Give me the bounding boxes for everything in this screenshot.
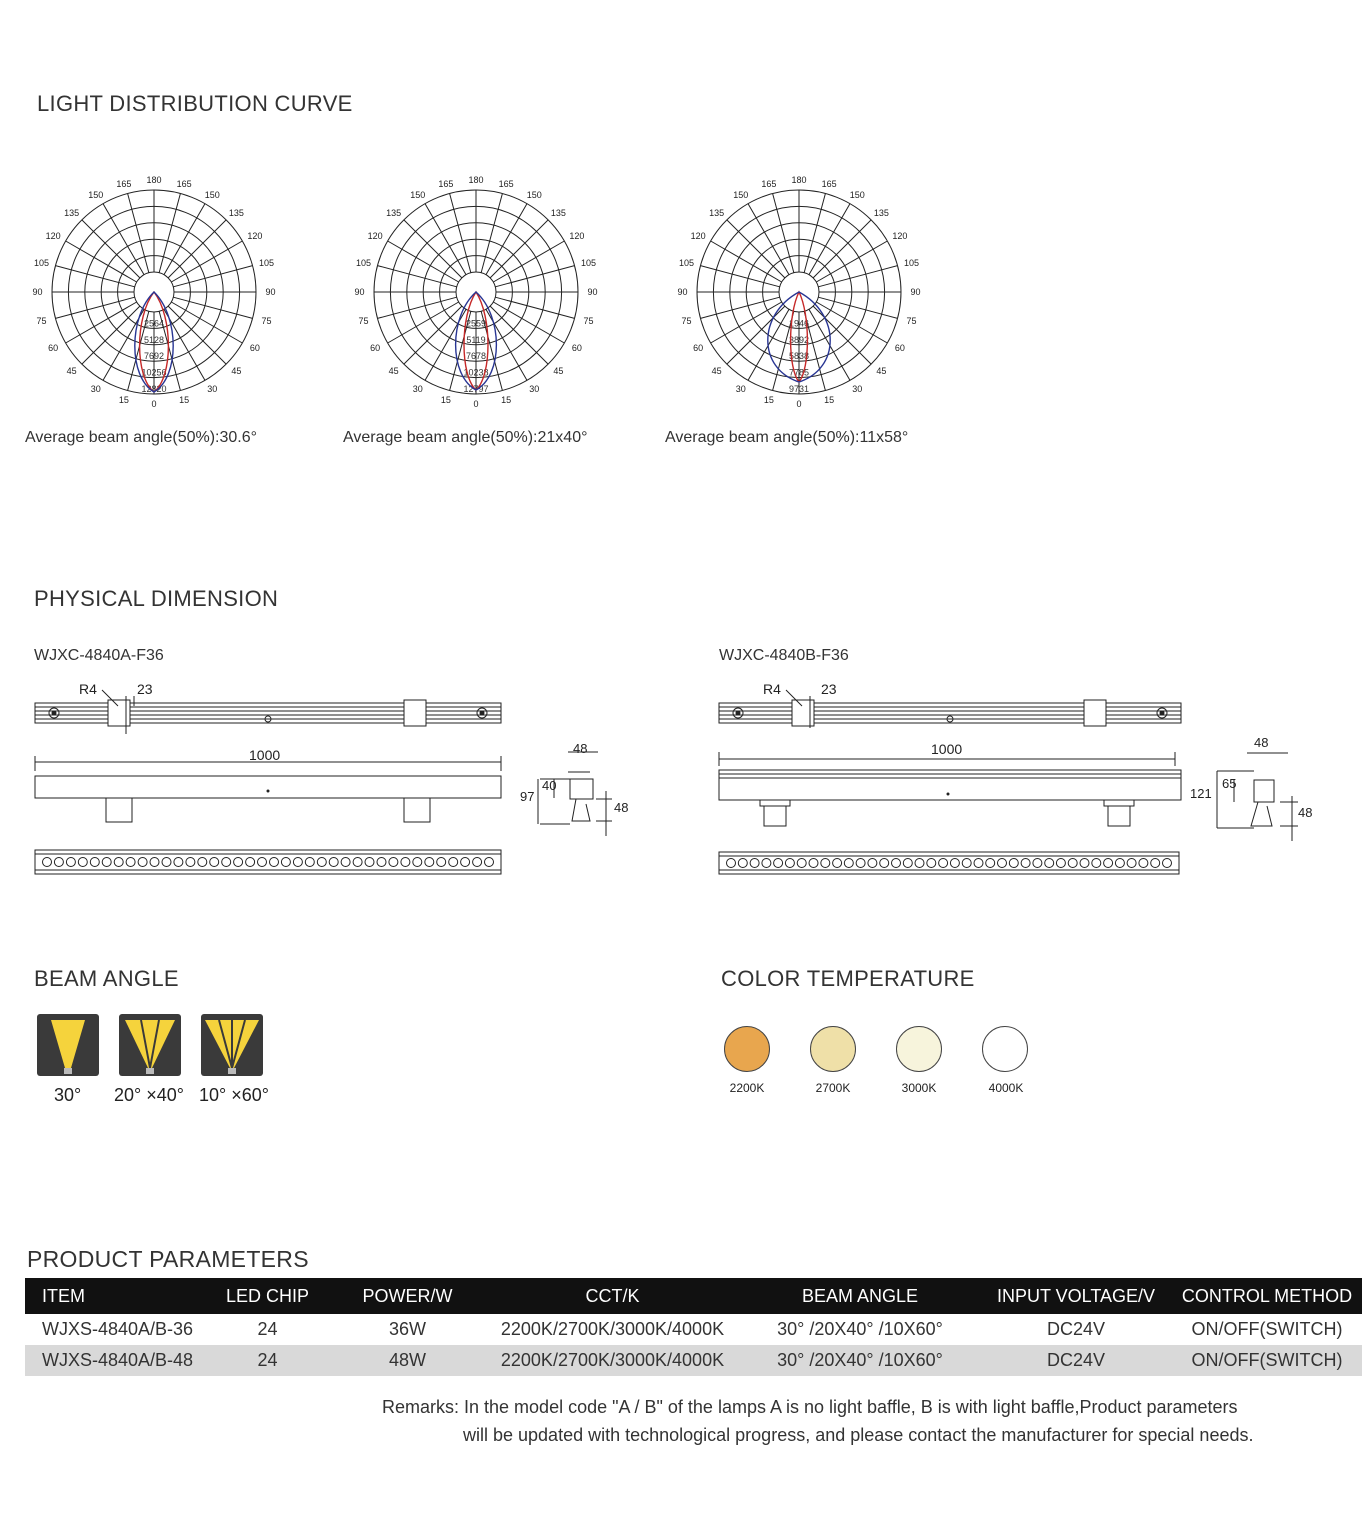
polar-angle-label: 105: [33, 258, 50, 269]
led-bulb: [1068, 859, 1077, 868]
led-bulb: [43, 858, 52, 867]
polar-ring-value: 7678: [465, 351, 487, 362]
polar-angle-label: 0: [151, 399, 157, 409]
polar-angle-label: 135: [550, 207, 566, 218]
cell-input-voltage: DC24V: [1046, 1319, 1106, 1339]
led-bulb: [329, 858, 338, 867]
color-label-4000k: 4000K: [988, 1081, 1024, 1095]
polar-angle-label: 120: [569, 231, 585, 241]
dim-a-97: 97: [520, 789, 535, 804]
dim-b-48-top: 48: [1254, 735, 1269, 750]
dim-b-121: 121: [1190, 786, 1212, 801]
led-bulb: [270, 858, 279, 867]
polar-angle-label: 150: [526, 190, 542, 201]
dim-b-length: 1000: [931, 741, 963, 757]
polar-angle-label: 105: [580, 258, 597, 269]
led-bulb: [126, 858, 135, 867]
polar-spoke: [82, 306, 140, 364]
polar-spoke: [490, 220, 548, 278]
remarks-line-2: will be updated with technological progress, and please contact the manufacturer for special needs.: [463, 1425, 1254, 1445]
section-title-product-parameters: PRODUCT PARAMETERS: [27, 1246, 309, 1272]
beam-angle-caption-2: Average beam angle(50%):21x40°: [343, 429, 588, 446]
polar-spoke: [159, 193, 180, 272]
header-input-voltage: INPUT VOLTAGE/V: [980, 1278, 1172, 1314]
polar-spoke: [168, 220, 226, 278]
cell-item: WJXS-4840A/B-36: [42, 1319, 194, 1339]
beam-angle-caption-1: Average beam angle(50%):30.6°: [25, 429, 258, 446]
polar-angle-label: 90: [265, 287, 276, 297]
polar-angle-label: 90: [677, 287, 688, 297]
led-bulb: [281, 858, 290, 867]
polar-spoke: [727, 220, 785, 278]
polar-ring-value: 5128: [143, 334, 165, 345]
led-bulb: [1021, 859, 1030, 868]
polar-angle-label: 30: [852, 383, 863, 394]
polar-angle-label: 120: [892, 231, 908, 241]
polar-angle-label: 90: [910, 287, 921, 297]
beam-20x40-icon: [119, 1014, 181, 1076]
remarks-line-1: Remarks: In the model code "A / B" of the lamps A is no light baffle, B is with light baffle,Product parameters: [382, 1397, 1238, 1417]
led-bulb: [234, 858, 243, 867]
polar-spoke: [404, 306, 462, 364]
led-bulb: [293, 858, 302, 867]
polar-angle-label: 150: [849, 190, 865, 201]
led-bulb: [174, 858, 183, 867]
polar-angle-label: 60: [894, 343, 905, 353]
polar-spoke: [490, 306, 548, 364]
cell-beam-angle: 30° /20X40° /10X60°: [777, 1319, 943, 1339]
polar-angle-label: 60: [571, 343, 582, 353]
led-bulb: [1056, 859, 1065, 868]
color-label-3000k: 3000K: [901, 1081, 937, 1095]
polar-ring-value: 5119: [466, 334, 486, 345]
polar-spoke: [813, 220, 871, 278]
polar-chart-3: [677, 172, 921, 410]
led-bulb: [1163, 859, 1172, 868]
polar-spoke: [813, 306, 871, 364]
polar-spoke: [773, 193, 794, 272]
polar-angle-label: 75: [681, 315, 692, 326]
cell-cct: 2200K/2700K/3000K/4000K: [500, 1319, 725, 1339]
polar-angle-label: 15: [763, 395, 774, 406]
polar-spoke: [818, 297, 897, 318]
dim-a-48-top: 48: [573, 741, 588, 756]
polar-angle-label: 60: [249, 343, 260, 353]
table-header-row: [25, 1278, 1362, 1314]
color-label-2200k: 2200K: [729, 1081, 765, 1095]
led-bulb: [1009, 859, 1018, 868]
header-cct: CCT/K: [485, 1278, 740, 1314]
section-title-beam-angle: BEAM ANGLE: [34, 966, 179, 991]
led-bulb: [880, 859, 889, 868]
led-bulb: [341, 858, 350, 867]
polar-angle-label: 30: [735, 383, 746, 394]
led-bulb: [915, 859, 924, 868]
led-bulb: [162, 858, 171, 867]
led-bulb: [727, 859, 736, 868]
led-bulb: [1139, 859, 1148, 868]
polar-angle-label: 165: [116, 178, 132, 189]
led-bulb: [750, 859, 759, 868]
polar-angle-label: 165: [176, 178, 192, 189]
polar-ring-value: 2564: [143, 318, 165, 329]
polar-angle-label: 105: [678, 258, 695, 269]
led-bulb: [66, 858, 75, 867]
polar-angle-label: 90: [32, 287, 43, 297]
polar-angle-label: 150: [410, 190, 426, 201]
led-bulb: [809, 859, 818, 868]
polar-angle-label: 120: [45, 231, 61, 241]
led-bulb: [1080, 859, 1089, 868]
led-bulb: [353, 858, 362, 867]
polar-spoke: [727, 306, 785, 364]
polar-spoke: [82, 220, 140, 278]
led-bulb: [210, 858, 219, 867]
led-bulb: [821, 859, 830, 868]
polar-angle-label: 30: [412, 383, 423, 394]
color-swatch-2200k: [724, 1026, 770, 1072]
polar-angle-label: 135: [709, 207, 725, 218]
header-control-method: CONTROL METHOD: [1172, 1278, 1362, 1314]
led-bulb: [927, 859, 936, 868]
color-swatch-2700k: [810, 1026, 856, 1072]
polar-angle-label: 45: [553, 366, 564, 377]
led-bulb: [903, 859, 912, 868]
polar-angle-label: 30: [207, 383, 218, 394]
polar-angle-label: 60: [693, 343, 704, 353]
polar-angle-label: 45: [711, 366, 722, 377]
led-bulb: [1092, 859, 1101, 868]
dimension-drawing-b: [714, 676, 1324, 881]
led-bulb: [892, 859, 901, 868]
beam-angle-caption-3: Average beam angle(50%):11x58°: [665, 429, 909, 446]
led-bulb: [974, 859, 983, 868]
polar-angle-label: 120: [367, 231, 383, 241]
led-bulb: [939, 859, 948, 868]
led-bulb: [389, 858, 398, 867]
led-bulb: [962, 859, 971, 868]
led-bulb: [222, 858, 231, 867]
polar-angle-label: 15: [824, 395, 835, 406]
polar-angle-label: 45: [876, 366, 887, 377]
section-title-physical-dimension: PHYSICAL DIMENSION: [34, 586, 279, 611]
polar-angle-label: 15: [440, 395, 451, 406]
cell-led-chip: 24: [257, 1319, 278, 1339]
led-bulb: [102, 858, 111, 867]
header-beam-angle: BEAM ANGLE: [740, 1278, 980, 1314]
polar-angle-label: 120: [247, 231, 263, 241]
polar-angle-label: 15: [501, 395, 512, 406]
polar-ring-value: 10256: [141, 367, 167, 378]
polar-angle-label: 180: [791, 175, 807, 185]
polar-angle-label: 105: [258, 258, 275, 269]
polar-angle-label: 75: [906, 315, 917, 326]
polar-angle-label: 60: [370, 343, 381, 353]
led-bulb: [401, 858, 410, 867]
dimension-drawing-a: [30, 676, 640, 881]
polar-angle-label: 45: [66, 366, 77, 377]
polar-angle-label: 150: [733, 190, 749, 201]
led-bulb: [844, 859, 853, 868]
polar-angle-label: 0: [473, 399, 479, 409]
polar-angle-label: 30: [90, 383, 101, 394]
header-led-chip: LED CHIP: [205, 1278, 330, 1314]
polar-spoke: [168, 306, 226, 364]
cell-control-method: ON/OFF(SWITCH): [1172, 1345, 1362, 1376]
polar-chart-1: [32, 172, 276, 410]
beam-label-20x40: 20° ×40°: [114, 1085, 184, 1105]
polar-spoke: [55, 266, 134, 287]
led-bulb: [186, 858, 195, 867]
polar-ring-value: 9731: [788, 384, 810, 394]
polar-ring-value: 7692: [143, 351, 165, 362]
dim-a-23: 23: [137, 681, 153, 697]
led-bulb: [413, 858, 422, 867]
led-bulb: [54, 858, 63, 867]
led-bulb: [78, 858, 87, 867]
led-bulb: [1151, 859, 1160, 868]
polar-angle-label: 30: [529, 383, 540, 394]
color-swatch-4000k: [982, 1026, 1028, 1072]
polar-angle-label: 135: [873, 207, 889, 218]
polar-ring-value: 5838: [788, 351, 810, 362]
led-bulb: [856, 859, 865, 868]
polar-angle-label: 15: [118, 395, 129, 406]
led-bulb: [998, 859, 1007, 868]
header-power: POWER/W: [330, 1278, 485, 1314]
polar-angle-label: 15: [179, 395, 190, 406]
led-bulb: [473, 858, 482, 867]
polar-angle-label: 90: [587, 287, 598, 297]
led-bulb: [762, 859, 771, 868]
led-bulb: [90, 858, 99, 867]
polar-angle-label: 150: [204, 190, 220, 201]
led-bulb: [198, 858, 207, 867]
polar-spoke: [700, 266, 779, 287]
polar-spoke: [404, 220, 462, 278]
polar-spoke: [450, 193, 471, 272]
led-bulb: [986, 859, 995, 868]
polar-angle-label: 45: [231, 366, 242, 377]
model-b-label: WJXC-4840B-F36: [719, 647, 849, 664]
led-bulb: [738, 859, 747, 868]
polar-angle-label: 75: [583, 315, 594, 326]
led-bulb: [1033, 859, 1042, 868]
polar-angle-label: 75: [261, 315, 272, 326]
polar-ring-value: 12797: [463, 384, 489, 394]
led-bulb: [305, 858, 314, 867]
beam-label-30: 30°: [54, 1085, 82, 1105]
dim-b-r4: R4: [763, 681, 781, 697]
dim-a-length: 1000: [249, 747, 281, 763]
polar-spoke: [818, 266, 897, 287]
polar-angle-label: 150: [88, 190, 104, 201]
beam-label-10x60: 10° ×60°: [199, 1085, 269, 1105]
cell-cct: 2200K/2700K/3000K/4000K: [485, 1345, 740, 1376]
polar-angle-label: 165: [498, 178, 514, 189]
polar-angle-label: 180: [468, 175, 484, 185]
dim-b-65: 65: [1222, 776, 1237, 791]
polar-spoke: [495, 266, 574, 287]
dim-b-48-side: 48: [1298, 805, 1313, 820]
polar-spoke: [173, 297, 252, 318]
polar-spoke: [481, 193, 502, 272]
polar-spoke: [377, 266, 456, 287]
cell-led-chip: 24: [205, 1345, 330, 1376]
led-bulb: [150, 858, 159, 867]
led-bulb: [246, 858, 255, 867]
polar-angle-label: 165: [821, 178, 837, 189]
led-bulb: [785, 859, 794, 868]
led-bulb: [485, 858, 494, 867]
table-row: [25, 1314, 1362, 1345]
polar-spoke: [55, 297, 134, 318]
led-bulb: [365, 858, 374, 867]
led-bulb: [774, 859, 783, 868]
polar-angle-label: 135: [64, 207, 80, 218]
polar-ring-value: 2559: [465, 318, 487, 329]
led-bulb: [797, 859, 806, 868]
top-view-body: [35, 703, 501, 723]
polar-ring-value: 7785: [788, 367, 810, 378]
polar-angle-label: 105: [355, 258, 372, 269]
cell-input-voltage: DC24V: [980, 1345, 1172, 1376]
cell-power: 48W: [330, 1345, 485, 1376]
polar-angle-label: 60: [48, 343, 59, 353]
polar-angle-label: 105: [903, 258, 920, 269]
led-bulb: [449, 858, 458, 867]
cell-item: WJXS-4840A/B-48: [25, 1345, 205, 1376]
polar-ring-value: 3892: [788, 334, 810, 345]
polar-spoke: [495, 297, 574, 318]
color-swatch-3000k: [896, 1026, 942, 1072]
led-bulb: [1045, 859, 1054, 868]
polar-spoke: [700, 297, 779, 318]
polar-angle-label: 165: [761, 178, 777, 189]
table-row: [25, 1345, 1362, 1376]
beam-30-icon: [37, 1014, 99, 1076]
polar-angle-label: 165: [438, 178, 454, 189]
dim-a-r4: R4: [79, 681, 97, 697]
dim-a-48-side: 48: [614, 800, 629, 815]
led-bulb: [461, 858, 470, 867]
led-bulb: [437, 858, 446, 867]
polar-spoke: [377, 297, 456, 318]
polar-spoke: [128, 193, 149, 272]
cell-control-method: ON/OFF(SWITCH): [1191, 1319, 1343, 1339]
polar-angle-label: 45: [388, 366, 399, 377]
polar-ring-value: 10238: [463, 367, 489, 378]
polar-angle-label: 135: [386, 207, 402, 218]
model-a-label: WJXC-4840A-F36: [34, 647, 164, 664]
cell-beam-angle: 30° /20X40° /10X60°: [740, 1345, 980, 1376]
led-bulb: [138, 858, 147, 867]
parameters-table: [25, 1278, 1362, 1376]
led-bulb: [868, 859, 877, 868]
dim-b-23: 23: [821, 681, 837, 697]
led-bulb: [317, 858, 326, 867]
led-bulb: [114, 858, 123, 867]
section-title-color-temperature: COLOR TEMPERATURE: [721, 966, 975, 991]
led-bulb: [425, 858, 434, 867]
polar-angle-label: 75: [358, 315, 369, 326]
header-item: ITEM: [25, 1278, 205, 1314]
led-bulb: [258, 858, 267, 867]
led-bulb: [1104, 859, 1113, 868]
polar-angle-label: 0: [796, 399, 802, 409]
polar-spoke: [804, 193, 825, 272]
cell-power: 36W: [388, 1319, 426, 1339]
dim-a-40: 40: [542, 778, 557, 793]
beam-10x60-icon: [201, 1014, 263, 1076]
led-bulb: [1115, 859, 1124, 868]
led-bulb: [1127, 859, 1136, 868]
led-bulb: [950, 859, 959, 868]
polar-spoke: [173, 266, 252, 287]
led-bulb: [377, 858, 386, 867]
polar-ring-value: 1946: [788, 318, 810, 329]
polar-angle-label: 75: [36, 315, 47, 326]
color-label-2700k: 2700K: [815, 1081, 851, 1095]
led-bulb: [833, 859, 842, 868]
polar-angle-label: 180: [146, 175, 162, 185]
polar-chart-2: [354, 172, 598, 410]
polar-ring-value: 12820: [141, 384, 167, 394]
section-title-light-distribution: LIGHT DISTRIBUTION CURVE: [37, 91, 353, 116]
polar-angle-label: 135: [228, 207, 244, 218]
polar-angle-label: 120: [690, 231, 706, 241]
polar-angle-label: 90: [354, 287, 365, 297]
